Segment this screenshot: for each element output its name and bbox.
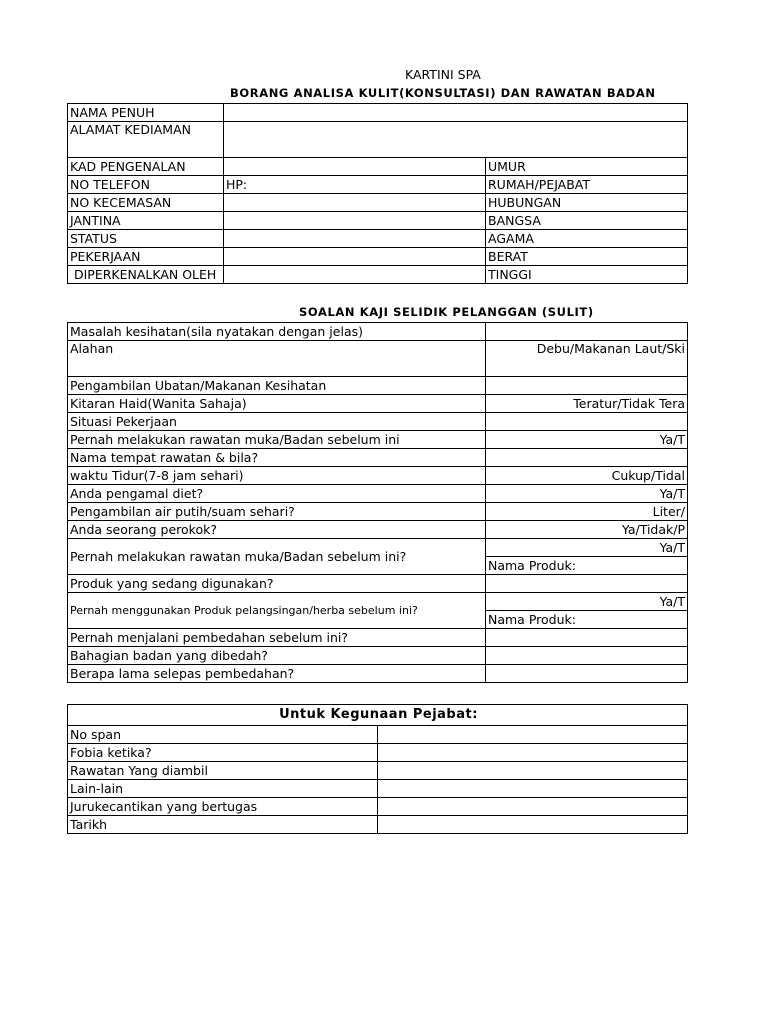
office-label-rawatan: Rawatan Yang diambil <box>68 762 378 780</box>
answer-lama-pembedahan[interactable] <box>486 665 688 683</box>
table-row <box>68 266 688 284</box>
label-alamat: ALAMAT KEDIAMAN <box>68 122 224 158</box>
office-label-no-span: No span <box>68 726 378 744</box>
table-row <box>68 212 688 230</box>
field-status[interactable] <box>224 230 486 248</box>
office-field-jurukecantikan[interactable] <box>378 798 688 816</box>
table-row <box>68 726 688 744</box>
answer-masalah-kesihatan[interactable] <box>486 323 688 341</box>
answer-alahan[interactable]: Debu/Makanan Laut/Ski <box>486 341 688 377</box>
company-name: KARTINI SPA <box>405 67 481 82</box>
label-status: STATUS <box>68 230 224 248</box>
question-air-putih: Pengambilan air putih/suam sehari? <box>68 503 486 521</box>
label-berat: BERAT <box>486 248 688 266</box>
answer-ubatan[interactable] <box>486 377 688 395</box>
answer-perokok[interactable]: Ya/Tidak/P <box>486 521 688 539</box>
answer-nama-produk-1[interactable]: Nama Produk: <box>486 557 688 575</box>
question-waktu-tidur: waktu Tidur(7-8 jam sehari) <box>68 467 486 485</box>
field-diperkenalkan-oleh[interactable] <box>224 266 486 284</box>
office-label-jurukecantikan: Jurukecantikan yang bertugas <box>68 798 378 816</box>
table-row <box>68 230 688 248</box>
table-row <box>68 780 688 798</box>
field-hp[interactable]: HP: <box>224 176 486 194</box>
field-nama-penuh[interactable] <box>224 104 688 122</box>
table-row <box>68 176 688 194</box>
table-row <box>68 744 688 762</box>
label-kad-pengenalan: KAD PENGENALAN <box>68 158 224 176</box>
office-label-fobia: Fobia ketika? <box>68 744 378 762</box>
label-no-kecemasan: NO KECEMASAN <box>68 194 224 212</box>
label-tinggi: TINGGI <box>486 266 688 284</box>
table-row <box>68 798 688 816</box>
field-kad-pengenalan[interactable] <box>224 158 486 176</box>
question-rawatan-sebelum: Pernah melakukan rawatan muka/Badan sebelum ini <box>68 431 486 449</box>
question-tempat-rawatan: Nama tempat rawatan & bila? <box>68 449 486 467</box>
answer-bahagian-dibedah[interactable] <box>486 647 688 665</box>
personal-info-table <box>67 103 688 284</box>
office-label-tarikh: Tarikh <box>68 816 378 834</box>
question-bahagian-dibedah: Bahagian badan yang dibedah? <box>68 647 486 665</box>
answer-situasi-pekerjaan[interactable] <box>486 413 688 431</box>
label-pekerjaan: PEKERJAAN <box>68 248 224 266</box>
answer-produk-digunakan[interactable] <box>486 575 688 593</box>
table-row <box>68 248 688 266</box>
field-alamat[interactable] <box>224 122 688 158</box>
form-title: BORANG ANALISA KULIT(KONSULTASI) DAN RAWATAN BADAN <box>230 86 656 100</box>
field-jantina[interactable] <box>224 212 486 230</box>
field-pekerjaan[interactable] <box>224 248 486 266</box>
question-pengamal-diet: Anda pengamal diet? <box>68 485 486 503</box>
label-bangsa: BANGSA <box>486 212 688 230</box>
office-field-tarikh[interactable] <box>378 816 688 834</box>
answer-pembedahan[interactable] <box>486 629 688 647</box>
question-kitaran-haid: Kitaran Haid(Wanita Sahaja) <box>68 395 486 413</box>
table-row <box>68 194 688 212</box>
label-hubungan: HUBUNGAN <box>486 194 688 212</box>
question-masalah-kesihatan: Masalah kesihatan(sila nyatakan dengan jelas) <box>68 323 486 341</box>
answer-tempat-rawatan[interactable] <box>486 449 688 467</box>
table-row <box>68 158 688 176</box>
office-field-no-span[interactable] <box>378 726 688 744</box>
question-rawatan-sebelum-2: Pernah melakukan rawatan muka/Badan sebelum ini? <box>68 539 486 575</box>
label-diperkenalkan-oleh: DIPERKENALKAN OLEH <box>68 266 224 284</box>
question-produk-digunakan: Produk yang sedang digunakan? <box>68 575 486 593</box>
table-row <box>68 762 688 780</box>
question-pembedahan: Pernah menjalani pembedahan sebelum ini? <box>68 629 486 647</box>
question-perokok: Anda seorang perokok? <box>68 521 486 539</box>
answer-rawatan-sebelum-2[interactable]: Ya/T <box>486 539 688 557</box>
label-no-telefon: NO TELEFON <box>68 176 224 194</box>
field-no-kecemasan[interactable] <box>224 194 486 212</box>
question-produk-pelangsingan: Pernah menggunakan Produk pelangsingan/herba sebelum ini? <box>68 593 486 629</box>
answer-nama-produk-2[interactable]: Nama Produk: <box>486 611 688 629</box>
label-agama: AGAMA <box>486 230 688 248</box>
answer-kitaran-haid[interactable]: Teratur/Tidak Tera <box>486 395 688 413</box>
table-row <box>68 816 688 834</box>
office-use-title: Untuk Kegunaan Pejabat: <box>68 705 688 726</box>
label-umur: UMUR <box>486 158 688 176</box>
survey-title: SOALAN KAJI SELIDIK PELANGGAN (SULIT) <box>299 305 594 319</box>
answer-produk-pelangsingan[interactable]: Ya/T <box>486 593 688 611</box>
office-field-rawatan[interactable] <box>378 762 688 780</box>
label-nama-penuh: NAMA PENUH <box>68 104 224 122</box>
office-field-fobia[interactable] <box>378 744 688 762</box>
office-use-table <box>67 704 688 834</box>
office-label-lain-lain: Lain-lain <box>68 780 378 798</box>
survey-table <box>67 322 688 683</box>
label-rumah-pejabat: RUMAH/PEJABAT <box>486 176 688 194</box>
answer-air-putih[interactable]: Liter/ <box>486 503 688 521</box>
answer-rawatan-sebelum[interactable]: Ya/T <box>486 431 688 449</box>
answer-pengamal-diet[interactable]: Ya/T <box>486 485 688 503</box>
question-lama-pembedahan: Berapa lama selepas pembedahan? <box>68 665 486 683</box>
answer-waktu-tidur[interactable]: Cukup/Tidal <box>486 467 688 485</box>
question-alahan: Alahan <box>68 341 486 377</box>
question-ubatan: Pengambilan Ubatan/Makanan Kesihatan <box>68 377 486 395</box>
office-field-lain-lain[interactable] <box>378 780 688 798</box>
question-situasi-pekerjaan: Situasi Pekerjaan <box>68 413 486 431</box>
label-jantina: JANTINA <box>68 212 224 230</box>
